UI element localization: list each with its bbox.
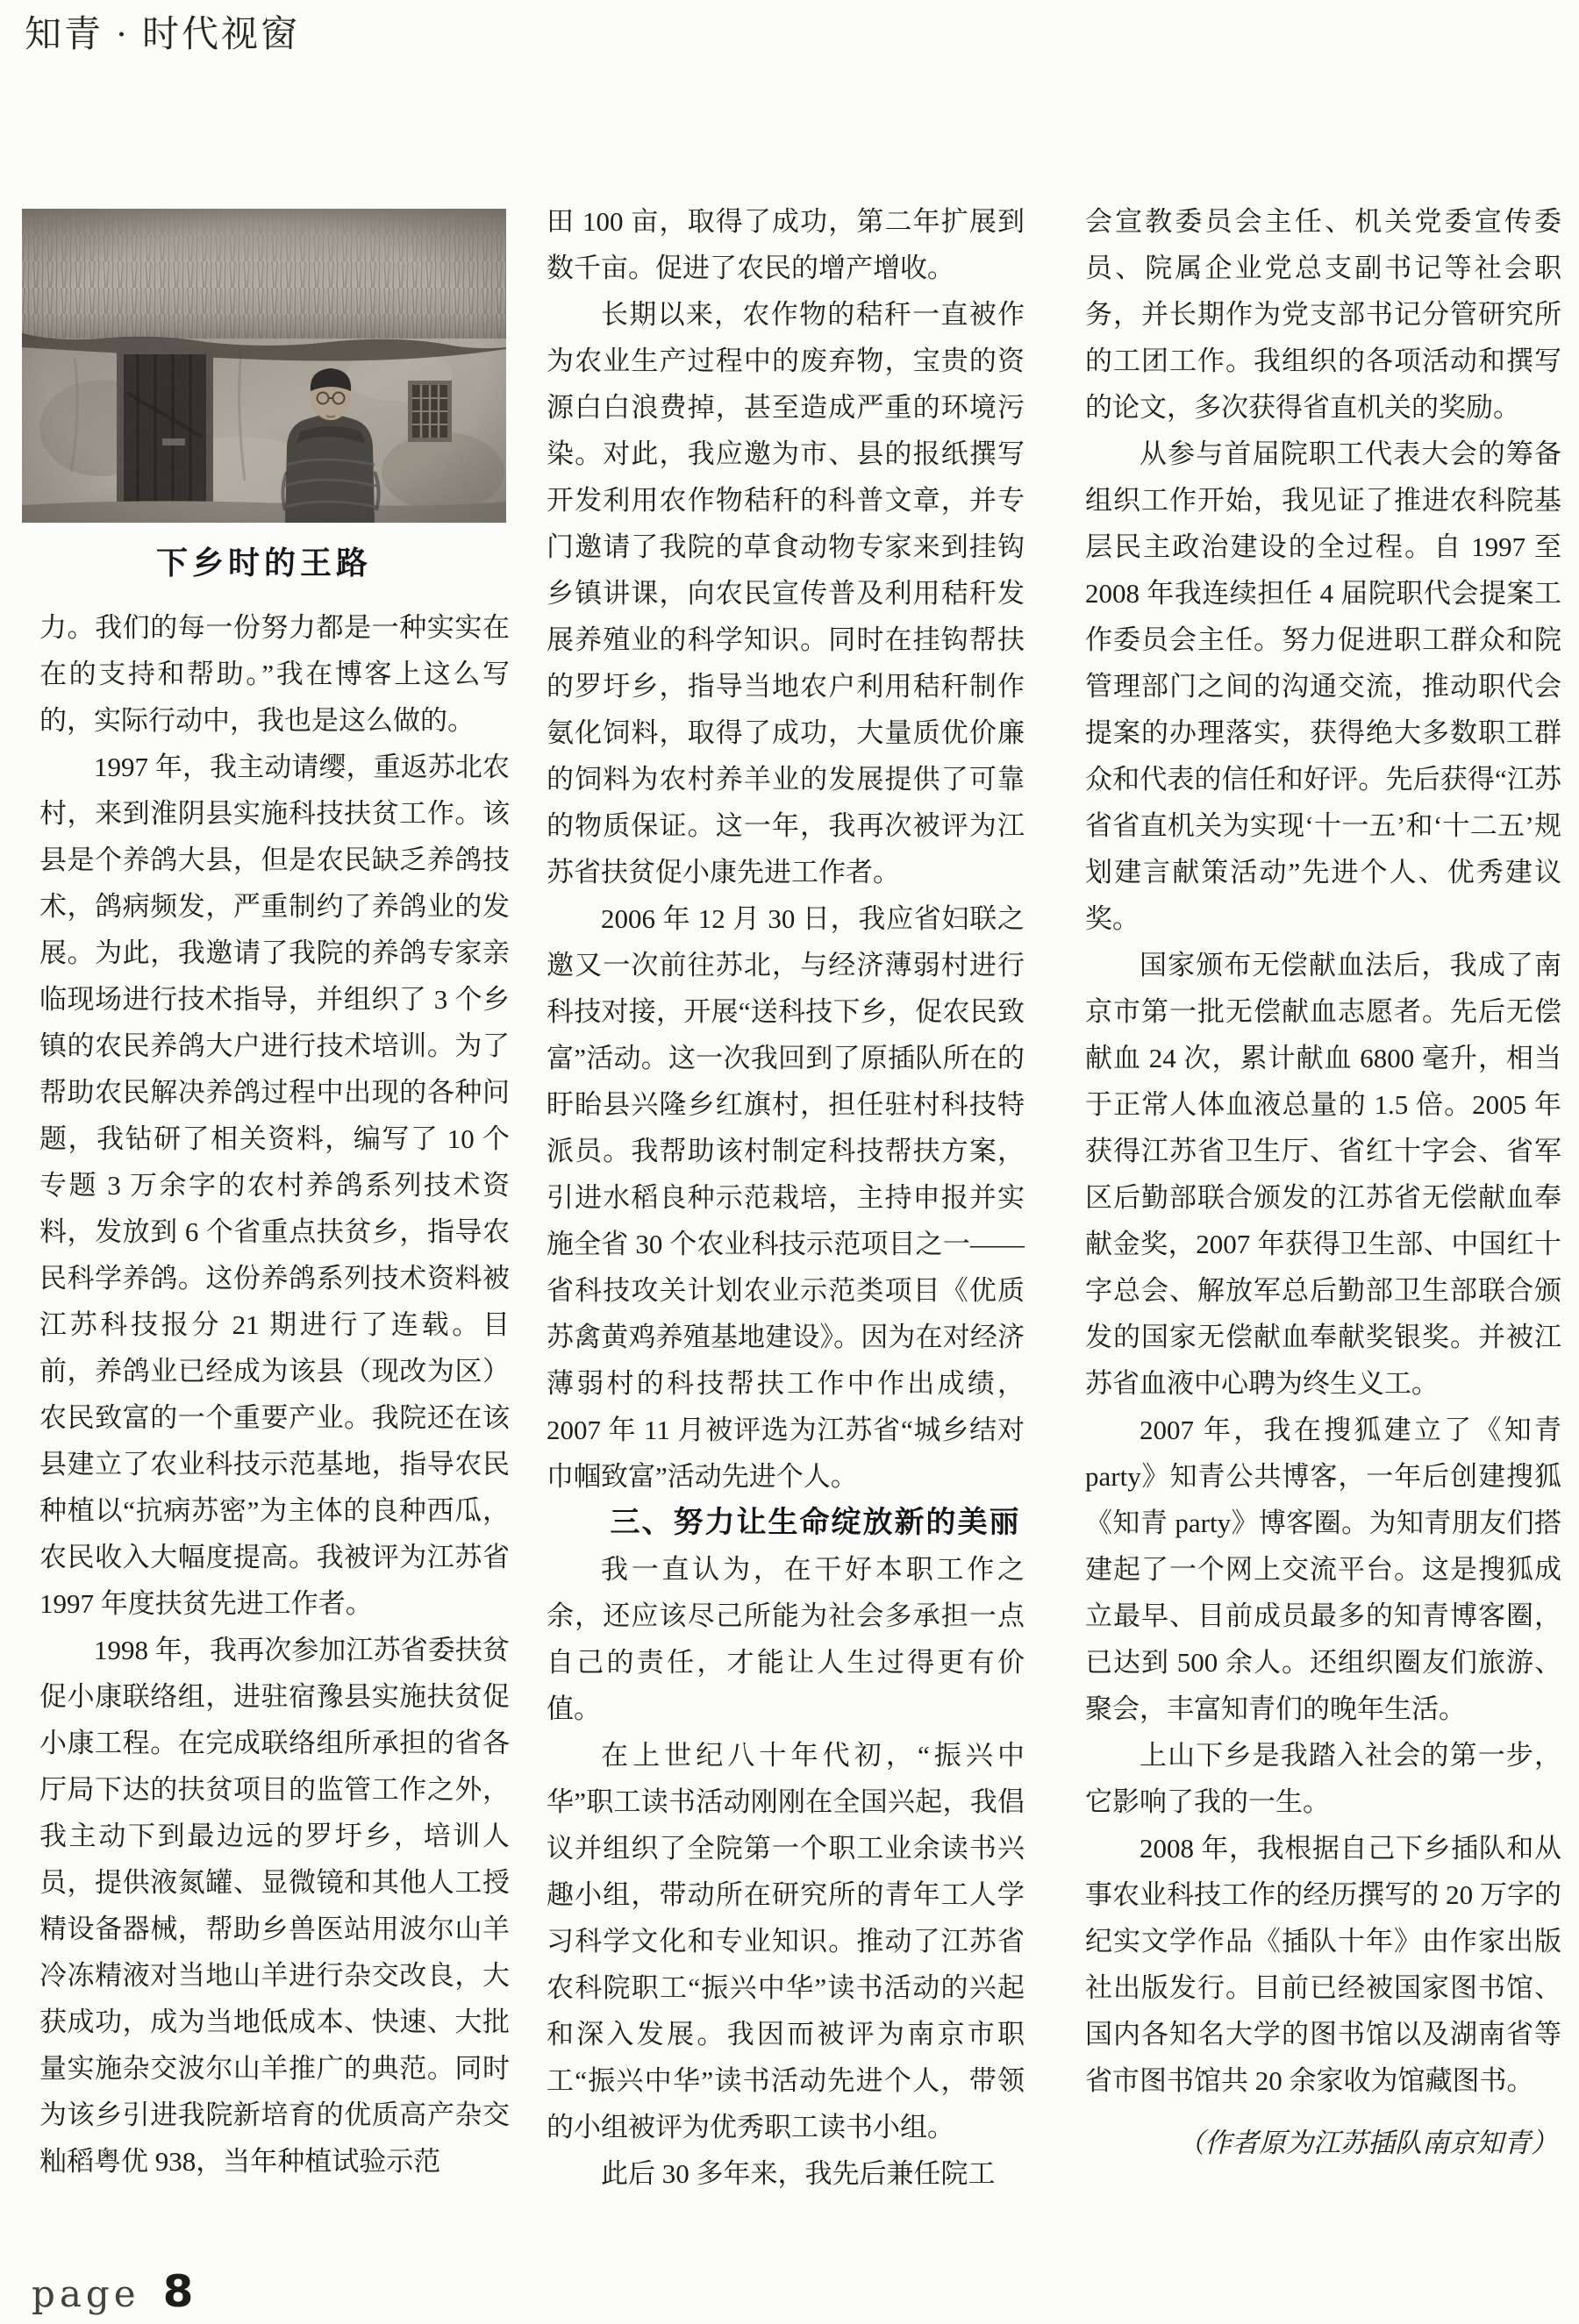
countryside-photo <box>22 209 506 523</box>
photo-caption: 下乡时的王路 <box>155 545 372 581</box>
photo-figure <box>22 209 506 583</box>
paragraph: 会宣教委员会主任、机关党委宣传委员、院属企业党总支副书记等社会职务，并长期作为党支部书记分管研究所的工团工作。我组织的各项活动和撰写的论文，多次获得省直机关的奖励。 <box>1085 206 1561 423</box>
author-note: （作者原为江苏插队南京知青） <box>1177 2128 1558 2158</box>
article-column-1 <box>39 604 510 2185</box>
article-column-2 <box>547 198 1025 2197</box>
page-label: page <box>32 2272 140 2315</box>
paragraph: 此后 30 多年来，我先后兼任院工 <box>601 2158 996 2189</box>
section-header: 知青 · 时代视窗 <box>25 15 300 55</box>
paragraph: 长期以来，农作物的秸秆一直被作为农业生产过程中的废弃物，宝贵的资源白白浪费掉，甚至造成严重的环境污染。对此，我应邀为市、县的报纸撰写开发利用农作物秸秆的科普文章，并专门邀请了我院的草食动物专家来到挂钩乡镇讲课，向农民宣传普及利用秸秆发展养殖业的科学知识。同时在挂钩帮扶的罗圩乡，指导当地农户利用秸秆制作氨化饲料，取得了成功，大量质优价廉的饲料为农村养羊业的发展提供了可靠的物质保证。这一年，我再次被评为江苏省扶贫促小康先进工作者。 <box>547 299 1025 888</box>
paragraph: 2007 年，我在搜狐建立了《知青 party》知青公共博客，一年后创建搜狐《知青 party》博客圈。为知青朋友们搭建起了一个网上交流平台。这是搜狐成立最早、目前成员最多的知青博客圈，已达到 500 余人。还组织圈友们旅游、聚会，丰富知青们的晚年生活。 <box>1085 1415 1561 1724</box>
paragraph: 田 100 亩，取得了成功，第二年扩展到数千亩。促进了农民的增产增收。 <box>547 206 1025 283</box>
paragraph: 1998 年，我再次参加江苏省委扶贫促小康联络组，进驻宿豫县实施扶贫促小康工程。在完成联络组所承担的省各厅局下达的扶贫项目的监管工作之外，我主动下到最边远的罗圩乡，培训人员，提供液氮罐、显微镜和其他人工授精设备器械，帮助乡兽医站用波尔山羊冷冻精液对当地山羊进行杂交改良，大获成功，成为当地低成本、快速、大批量实施杂交波尔山羊推广的典范。同时为该乡引进我院新培育的优质高产杂交籼稻粤优 938，当年种植试验示范 <box>39 1635 510 2177</box>
paragraph: 1997 年，我主动请缨，重返苏北农村，来到淮阴县实施科技扶贫工作。该县是个养鸽大县，但是农民缺乏养鸽技术，鸽病频发，严重制约了养鸽业的发展。为此，我邀请了我院的养鸽专家亲临现场进行技术指导，并组织了 3 个乡镇的农民养鸽大户进行技术培训。为了帮助农民解决养鸽过程中出现的各种问题，我钻研了相关资料，编写了 10 个专题 3 万余字的农村养鸽系列技术资料，发放到 6 个省重点扶贫乡，指导农民科学养鸽。这份养鸽系列技术资料被江苏科技报分 21 期进行了连载。目前，养鸽业已经成为该县（现改为区）农民致富的一个重要产业。我院还在该县建立了农业科技示范基地，指导农民种植以“抗病苏密”为主体的良种西瓜，农民收入大幅度提高。我被评为江苏省 1997 年度扶贫先进工作者。 <box>39 752 510 1619</box>
paragraph: 国家颁布无偿献血法后，我成了南京市第一批无偿献血志愿者。先后无偿献血 24 次，累计献血 6800 毫升，相当于正常人体血液总量的 1.5 倍。2005 年获得江苏省卫生厅、省红十字会、省军区后勤部联合颁发的江苏省无偿献血奉献金奖，2007 年获得卫生部、中国红十字总会、解放军总后勤部卫生部联合颁发的国家无偿献血奉献奖银奖。并被江苏省血液中心聘为终生义工。 <box>1085 950 1561 1399</box>
paragraph: 在上世纪八十年代初，“振兴中华”职工读书活动刚刚在全国兴起，我倡议并组织了全院第一个职工业余读书兴趣小组，带动所在研究所的青年工人学习科学文化和专业知识。推动了江苏省农科院职工“振兴中华”读书活动的兴起和深入发展。我因而被评为南京市职工“振兴中华”读书活动先进个人，带领的小组被评为优秀职工读书小组。 <box>547 1740 1025 2142</box>
paragraph: 力。我们的每一份努力都是一种实实在在的支持和帮助。”我在博客上这么写的，实际行动中，我也是这么做的。 <box>39 612 510 736</box>
paragraph: 从参与首届院职工代表大会的筹备组织工作开始，我见证了推进农科院基层民主政治建设的全过程。自 1997 至 2008 年我连续担任 4 届院职代会提案工作委员会主任。努力促进职工群众和院管理部门之间的沟通交流，推动职代会提案的办理落实，获得绝大多数职工群众和代表的信任和好评。先后获得“江苏省省直机关为实现‘十一五’和‘十二五’规划建言献策活动”先进个人、优秀建议奖。 <box>1085 438 1561 934</box>
paragraph: 我一直认为，在干好本职工作之余，还应该尽己所能为社会多承担一点自己的责任，才能让人生过得更有价值。 <box>547 1554 1025 1724</box>
paragraph: 2006 年 12 月 30 日，我应省妇联之邀又一次前往苏北，与经济薄弱村进行科技对接，开展“送科技下乡，促农民致富”活动。这一次我回到了原插队所在的盱眙县兴隆乡红旗村，担任驻村科技特派员。我帮助该村制定科技帮扶方案，引进水稻良种示范栽培，主持申报并实施全省 30 个农业科技示范项目之一——省科技攻关计划农业示范类项目《优质苏禽黄鸡养殖基地建设》。因为在对经济薄弱村的科技帮扶工作中作出成绩，2007 年 11 月被评选为江苏省“城乡结对巾帼致富”活动先进个人。 <box>547 903 1025 1492</box>
paragraph: 上山下乡是我踏入社会的第一步，它影响了我的一生。 <box>1085 1740 1561 1817</box>
page-number: 8 <box>162 2266 194 2317</box>
page-footer <box>32 2266 193 2317</box>
article-column-3 <box>1085 198 1561 2166</box>
paragraph: 2008 年，我根据自己下乡插队和从事农业科技工作的经历撰写的 20 万字的纪实文学作品《插队十年》由作家出版社出版发行。目前已经被国家图书馆、国内各知名大学的图书馆以及湖南省等省市图书馆共 20 余家收为馆藏图书。 <box>1085 1833 1561 2096</box>
section-heading: 三、努力让生命绽放新的美丽 <box>610 1506 1021 1539</box>
